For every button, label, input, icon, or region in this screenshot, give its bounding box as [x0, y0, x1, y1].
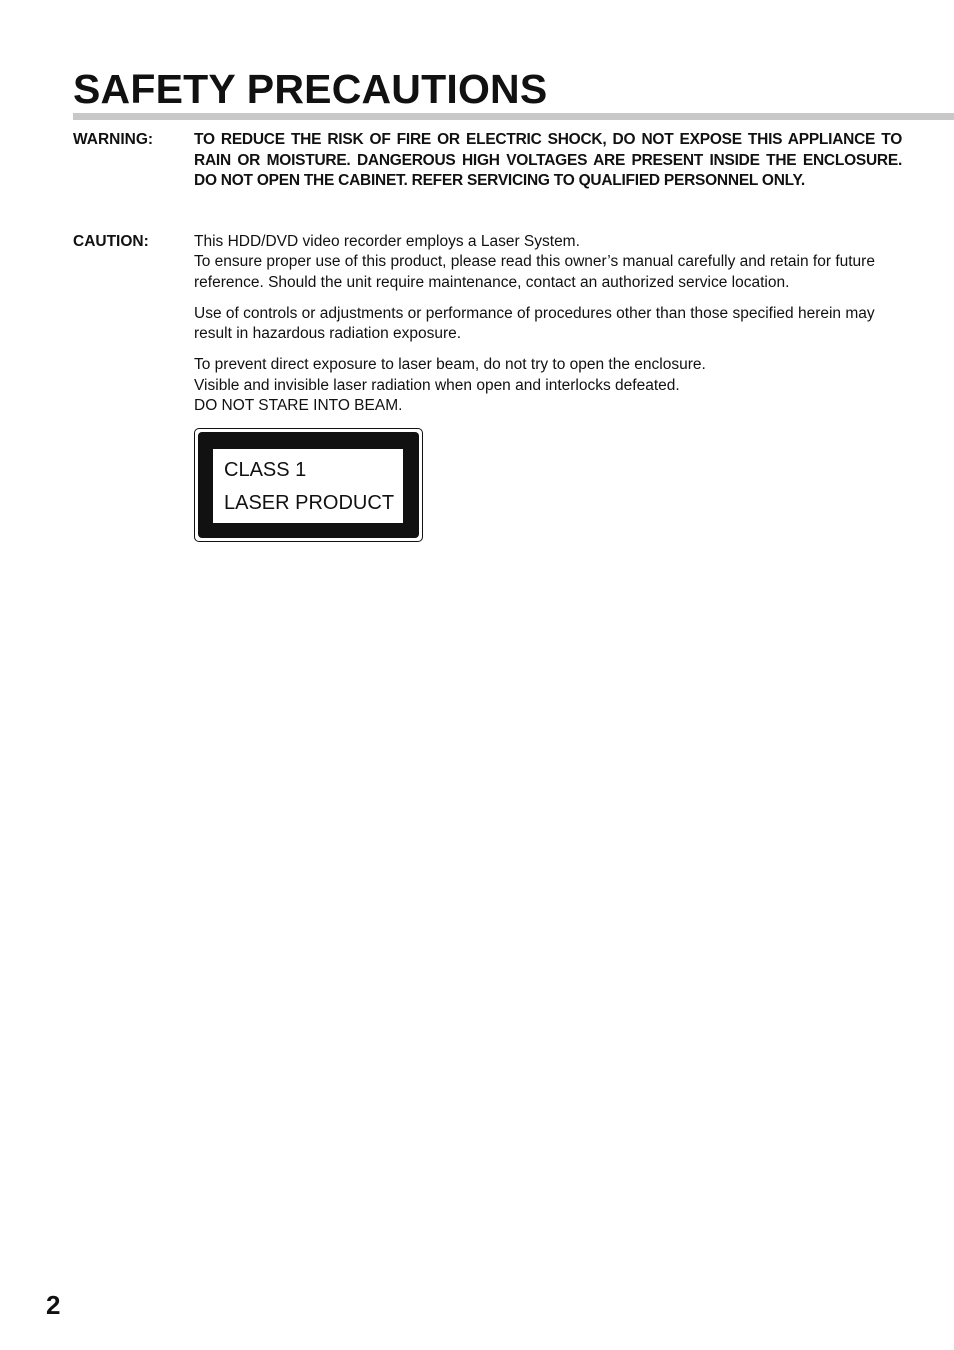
caution-text-line: This HDD/DVD video recorder employs a Laser System.	[194, 233, 580, 250]
warning-text: TO REDUCE THE RISK OF FIRE OR ELECTRIC SHOCK, DO NOT EXPOSE THIS APPLIANCE TO RAIN OR MOISTURE. DANGEROUS HIGH VOLTAGES ARE PRESENT INSIDE THE ENCLOSURE. DO NOT OPEN THE CABINET. REFER SERVICING TO QUALIFIED PERSONNEL ONLY.	[194, 131, 902, 189]
laser-label-class: CLASS 1	[224, 459, 307, 481]
caution-paragraph-exposure	[194, 355, 902, 416]
laser-label-product: LASER PRODUCT	[224, 492, 395, 514]
caution-text-line: To prevent direct exposure to laser beam, do not try to open the enclosure.	[194, 356, 706, 374]
caution-body	[194, 232, 902, 427]
laser-label-black-border	[198, 432, 419, 538]
caution-text-line: Use of controls or adjustments or performance of procedures other than those specified herein may result in hazardous radiation exposure.	[194, 304, 875, 343]
caution-label: CAUTION:	[73, 233, 149, 250]
caution-text-line: To ensure proper use of this product, please read this owner’s manual carefully and retain for future reference. Should the unit require maintenance, contact an authorized service location.	[194, 253, 875, 291]
page-title: SAFETY PRECAUTIONS	[73, 66, 548, 112]
caution-paragraph-laser-system	[194, 232, 902, 293]
page-number: 2	[46, 1290, 61, 1320]
title-underline-rule	[73, 113, 954, 120]
caution-text-line: DO NOT STARE INTO BEAM.	[194, 397, 403, 415]
warning-body	[194, 130, 902, 192]
caution-paragraph-controls	[194, 304, 902, 345]
class-1-laser-product-label	[194, 428, 423, 542]
warning-label: WARNING:	[73, 131, 154, 148]
laser-label-inner-panel	[213, 449, 403, 523]
caution-text-line: Visible and invisible laser radiation when open and interlocks defeated.	[194, 376, 680, 394]
